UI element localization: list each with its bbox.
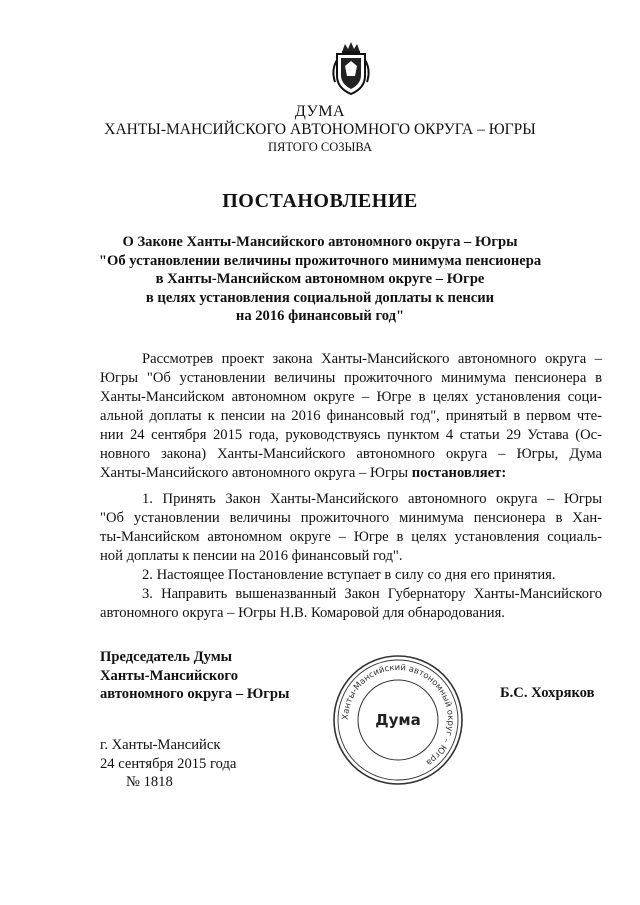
preamble-line: нии 24 сентября 2015 года, руководствуясь пунктом 4 статьи 29 Устава (Ос- <box>100 427 602 443</box>
signatory-title-line: Председатель Думы <box>100 649 233 665</box>
preamble-paragraph <box>100 350 602 483</box>
org-region: ХАНТЫ-МАНСИЙСКОГО АВТОНОМНОГО ОКРУГА – ЮГРЫ <box>104 121 536 138</box>
item-line: ной доплаты к пенсии на 2016 финансовый год". <box>100 548 403 564</box>
place-and-date <box>100 736 236 792</box>
item-line: 2. Настоящее Постановление вступает в силу со дня его принятия. <box>142 567 556 583</box>
official-seal-stamp <box>330 652 466 788</box>
org-name: ДУМА <box>294 103 346 120</box>
preamble-line: альной доплаты к пенсии на 2016 финансовый год", принятый в первом чте- <box>100 408 602 424</box>
coat-of-arms-emblem <box>328 40 374 96</box>
signatory-name: Б.С. Хохряков <box>500 685 595 701</box>
seal-center-text: Дума <box>375 711 421 729</box>
preamble-line: Югры "Об установлении величины прожиточного минимума пенсионера в <box>100 370 602 386</box>
signatory-title-line: Ханты-Мансийского <box>100 667 238 684</box>
item-line: ты-Мансийском автономном округе – Югре в целях установления социаль- <box>100 529 602 545</box>
item-line: "Об установлении величины прожиточного минимума пенсионера в Хан- <box>100 510 602 526</box>
preamble-line: Рассмотрев проект закона Ханты-Мансийского автономного округа – <box>142 351 602 367</box>
resolution-keyword: постановляет: <box>411 465 507 481</box>
subject-line: на 2016 финансовый год" <box>235 308 405 324</box>
convocation: ПЯТОГО СОЗЫВА <box>267 140 373 154</box>
city: г. Ханты-Мансийск <box>100 737 221 753</box>
signatory-title <box>100 648 289 704</box>
subject-line: О Законе Ханты-Мансийского автономного округа – Югры <box>122 234 518 250</box>
item-line: 1. Принять Закон Ханты-Мансийского автономного округа – Югры <box>142 491 602 507</box>
subject-line: "Об установлении величины прожиточного минимума пенсионера <box>98 252 542 269</box>
date: 24 сентября 2015 года <box>100 755 237 772</box>
preamble-line: Ханты-Мансийском автономном округе – Югре в целях установления соци- <box>100 389 602 405</box>
item-line: 3. Направить вышеназванный Закон Губернатору Ханты-Мансийского <box>142 586 602 602</box>
preamble-line: Ханты-Мансийского автономного округа – Югры <box>100 465 412 481</box>
item-line: автономного округа – Югры Н.В. Комаровой для обнародования. <box>100 605 505 621</box>
document-type-title: ПОСТАНОВЛЕНИЕ <box>222 190 418 212</box>
resolution-items <box>100 490 602 623</box>
preamble-line: новного закона) Ханты-Мансийского автономного округа – Югры, Дума <box>100 446 602 462</box>
seal-ring-text: Ханты-Мансийский автономный округ – Югра <box>340 662 456 768</box>
preamble-last-line <box>100 464 602 483</box>
document-number: № 1818 <box>126 774 173 790</box>
subject-line: в Ханты-Мансийском автономном округе – Югре <box>155 271 485 287</box>
subject-heading <box>0 233 640 326</box>
signatory-title-line: автономного округа – Югры <box>100 686 290 702</box>
subject-line: в целях установления социальной доплаты к пенсии <box>145 289 495 306</box>
